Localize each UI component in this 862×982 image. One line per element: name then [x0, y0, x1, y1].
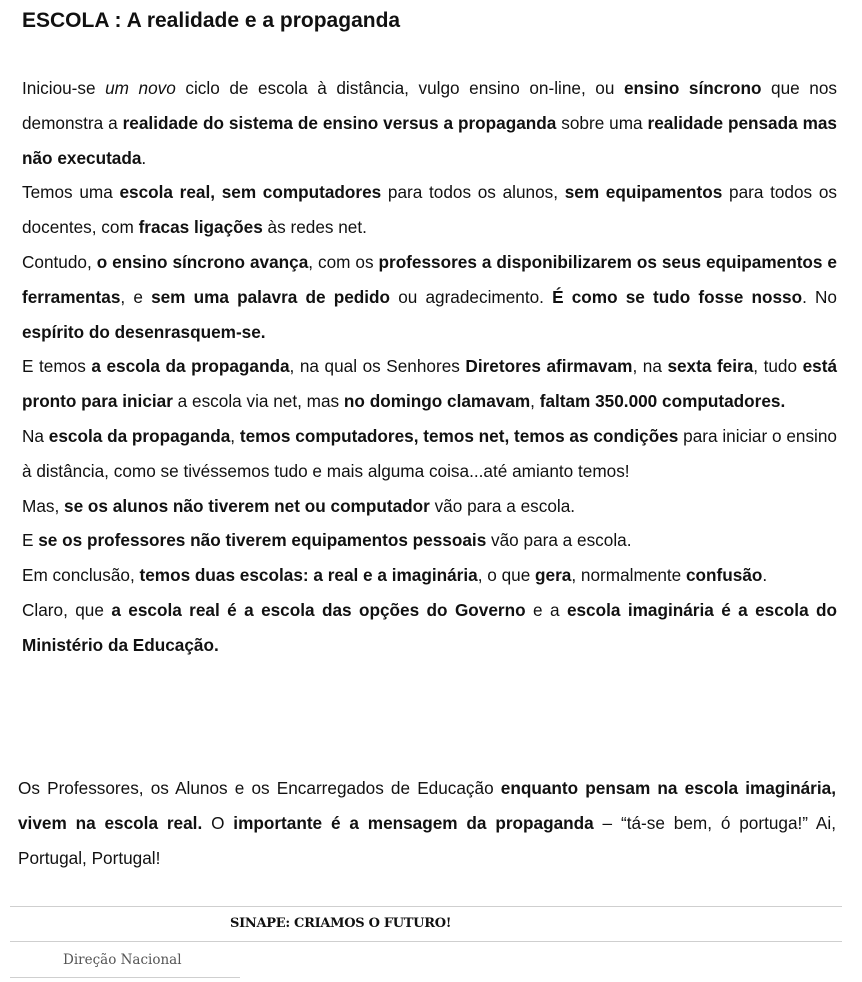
paragraph-1: Iniciou-se um novo ciclo de escola à distância, vulgo ensino on-line, ou ensino síncrono que nos demonstra a realidade do sistema de ensino versus a propaganda sobre uma realidade pensada mas não executada. [22, 78, 837, 168]
footer-divider-bottom [10, 977, 240, 978]
footer-divider-middle [10, 941, 842, 942]
article-body [22, 71, 837, 663]
footer-divider-top [10, 906, 842, 907]
footer-motto: SINAPE: CRIAMOS O FUTURO! [230, 916, 452, 931]
paragraph-4: E temos a escola da propaganda, na qual os Senhores Diretores afirmavam, na sexta feira, tudo está pronto para iniciar a escola via net, mas no domingo clamavam, faltam 350.000 computadores. [22, 356, 838, 412]
paragraph-2: Temos uma escola real, sem computadores para todos os alunos, sem equipamentos para todos os docentes, com fracas ligações às redes net. [22, 182, 837, 238]
paragraph-7: E se os professores não tiverem equipamentos pessoais vão para a escola. [22, 530, 632, 551]
document-title: ESCOLA : A realidade e a propaganda [22, 9, 401, 32]
paragraph-9: Claro, que a escola real é a escola das opções do Governo e a escola imaginária é a escola do Ministério da Educação. [22, 599, 838, 655]
paragraph-8: Em conclusão, temos duas escolas: a real e a imaginária, o que gera, normalmente confusão. [22, 565, 768, 586]
footer-signature: Direção Nacional [63, 952, 182, 968]
paragraph-6: Mas, se os alunos não tiverem net ou computador vão para a escola. [22, 495, 576, 516]
paragraph-5: Na escola da propaganda, temos computadores, temos net, temos as condições para iniciar o ensino à distância, como se tivéssemos tudo e mais alguma coisa...até amianto temos! [22, 425, 837, 481]
paragraph-10: Os Professores, os Alunos e os Encarregados de Educação enquanto pensam na escola imaginária, vivem na escola real. O importante é a mensagem da propaganda – “tá-se bem, ó portuga!” Ai, Portugal, Portugal! [18, 778, 836, 868]
paragraph-3: Contudo, o ensino síncrono avança, com os professores a disponibilizarem os seus equipamentos e ferramentas, e sem uma palavra de pedido ou agradecimento. É como se tudo fosse nosso. No espírito do desenrasquem-se. [22, 251, 837, 342]
closing-paragraph [18, 771, 836, 875]
